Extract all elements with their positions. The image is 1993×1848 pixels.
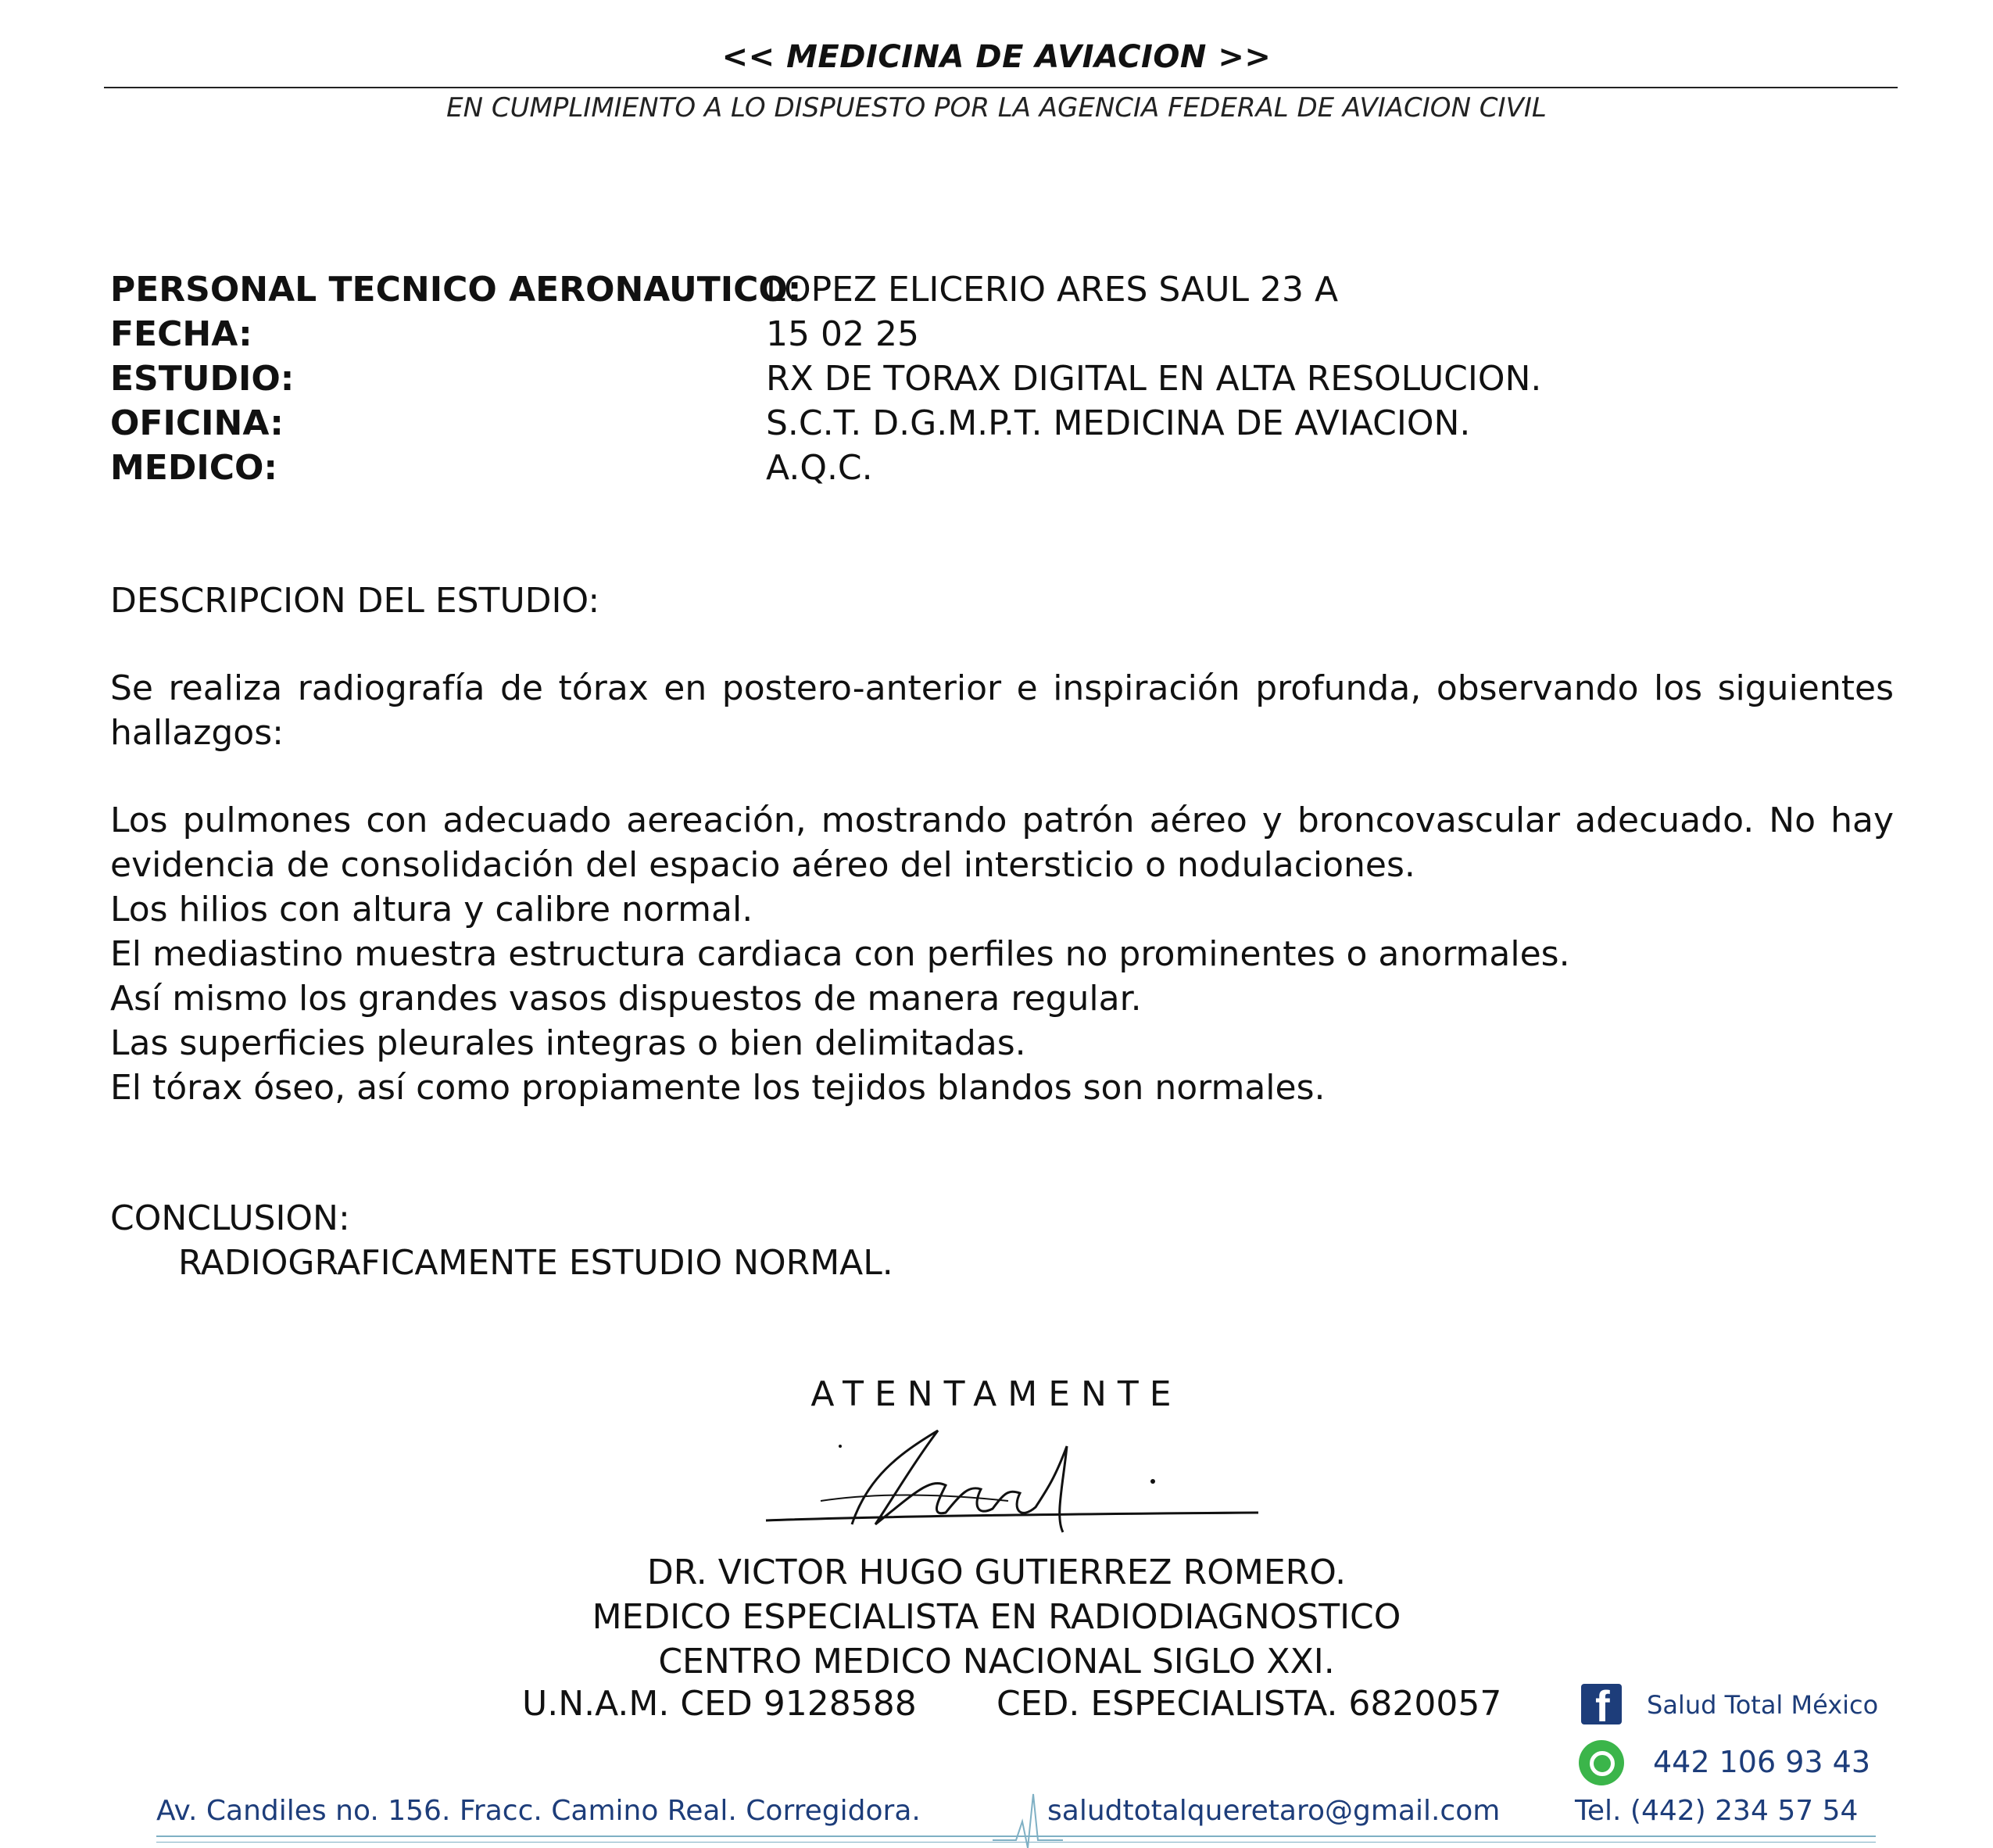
signer-role: MEDICO ESPECIALISTA EN RADIODIAGNOSTICO <box>592 1597 1401 1637</box>
description-heading: DESCRIPCION DEL ESTUDIO: <box>110 581 600 621</box>
signer-ced-especialista: CED. ESPECIALISTA. 6820057 <box>996 1684 1502 1724</box>
field-label-fecha: FECHA: <box>110 314 252 354</box>
field-value-fecha: 15 02 25 <box>766 314 919 354</box>
finding-line: Así mismo los grandes vasos dispuestos de manera regular. <box>110 979 1142 1019</box>
facebook-label: Salud Total México <box>1647 1690 1879 1720</box>
field-value-oficina: S.C.T. D.G.M.P.T. MEDICINA DE AVIACION. <box>766 403 1471 443</box>
field-label-estudio: ESTUDIO: <box>110 359 295 399</box>
field-label-personal: PERSONAL TECNICO AERONAUTICO: <box>110 270 802 310</box>
footer-email: saludtotalqueretaro@gmail.com <box>1047 1795 1501 1827</box>
conclusion-heading: CONCLUSION: <box>110 1198 350 1238</box>
conclusion-text: RADIOGRAFICAMENTE ESTUDIO NORMAL. <box>178 1243 893 1283</box>
signature-image <box>758 1415 1274 1540</box>
document-subtitle: EN CUMPLIMIENTO A LO DISPUESTO POR LA AGENCIA FEDERAL DE AVIACION CIVIL <box>446 92 1547 124</box>
finding-line: El mediastino muestra estructura cardiaca con perfiles no prominentes o anormales. <box>110 934 1570 974</box>
whatsapp-number: 442 106 93 43 <box>1653 1745 1871 1779</box>
field-value-medico: A.Q.C. <box>766 448 873 488</box>
findings-paragraph: Los pulmones con adecuado aereación, mostrando patrón aéreo y broncovascular adecuado. No hay evidencia de consolidación del espacio aéreo del intersticio o nodulaciones. <box>110 800 1894 885</box>
field-value-personal: LOPEZ ELICERIO ARES SAUL 23 A <box>766 270 1339 310</box>
field-value-estudio: RX DE TORAX DIGITAL EN ALTA RESOLUCION. <box>766 359 1542 399</box>
footer-address: Av. Candiles no. 156. Fracc. Camino Real. Corregidora. <box>156 1795 921 1827</box>
finding-line: Los hilios con altura y calibre normal. <box>110 890 753 929</box>
whatsapp-icon <box>1579 1740 1624 1785</box>
closing-atentamente: ATENTAMENTE <box>810 1374 1183 1414</box>
finding-line: Las superficies pleurales integras o bien delimitadas. <box>110 1023 1026 1063</box>
field-label-oficina: OFICINA: <box>110 403 284 443</box>
finding-line: El tórax óseo, así como propiamente los tejidos blandos son normales. <box>110 1068 1326 1108</box>
footer-phone: Tel. (442) 234 57 54 <box>1575 1795 1859 1827</box>
footer-divider <box>156 1835 1876 1837</box>
description-intro: Se realiza radiografía de tórax en postero-anterior e inspiración profunda, observando los siguientes hallazgos: <box>110 668 1894 753</box>
signer-institution: CENTRO MEDICO NACIONAL SIGLO XXI. <box>658 1642 1335 1681</box>
facebook-icon: f <box>1581 1684 1622 1724</box>
footer-divider-2 <box>156 1842 1876 1843</box>
signer-ced: U.N.A.M. CED 9128588 <box>522 1684 917 1724</box>
signer-name: DR. VICTOR HUGO GUTIERREZ ROMERO. <box>646 1553 1347 1592</box>
document-title: << MEDICINA DE AVIACION >> <box>721 39 1272 75</box>
header-divider <box>104 87 1898 88</box>
field-label-medico: MEDICO: <box>110 448 278 488</box>
